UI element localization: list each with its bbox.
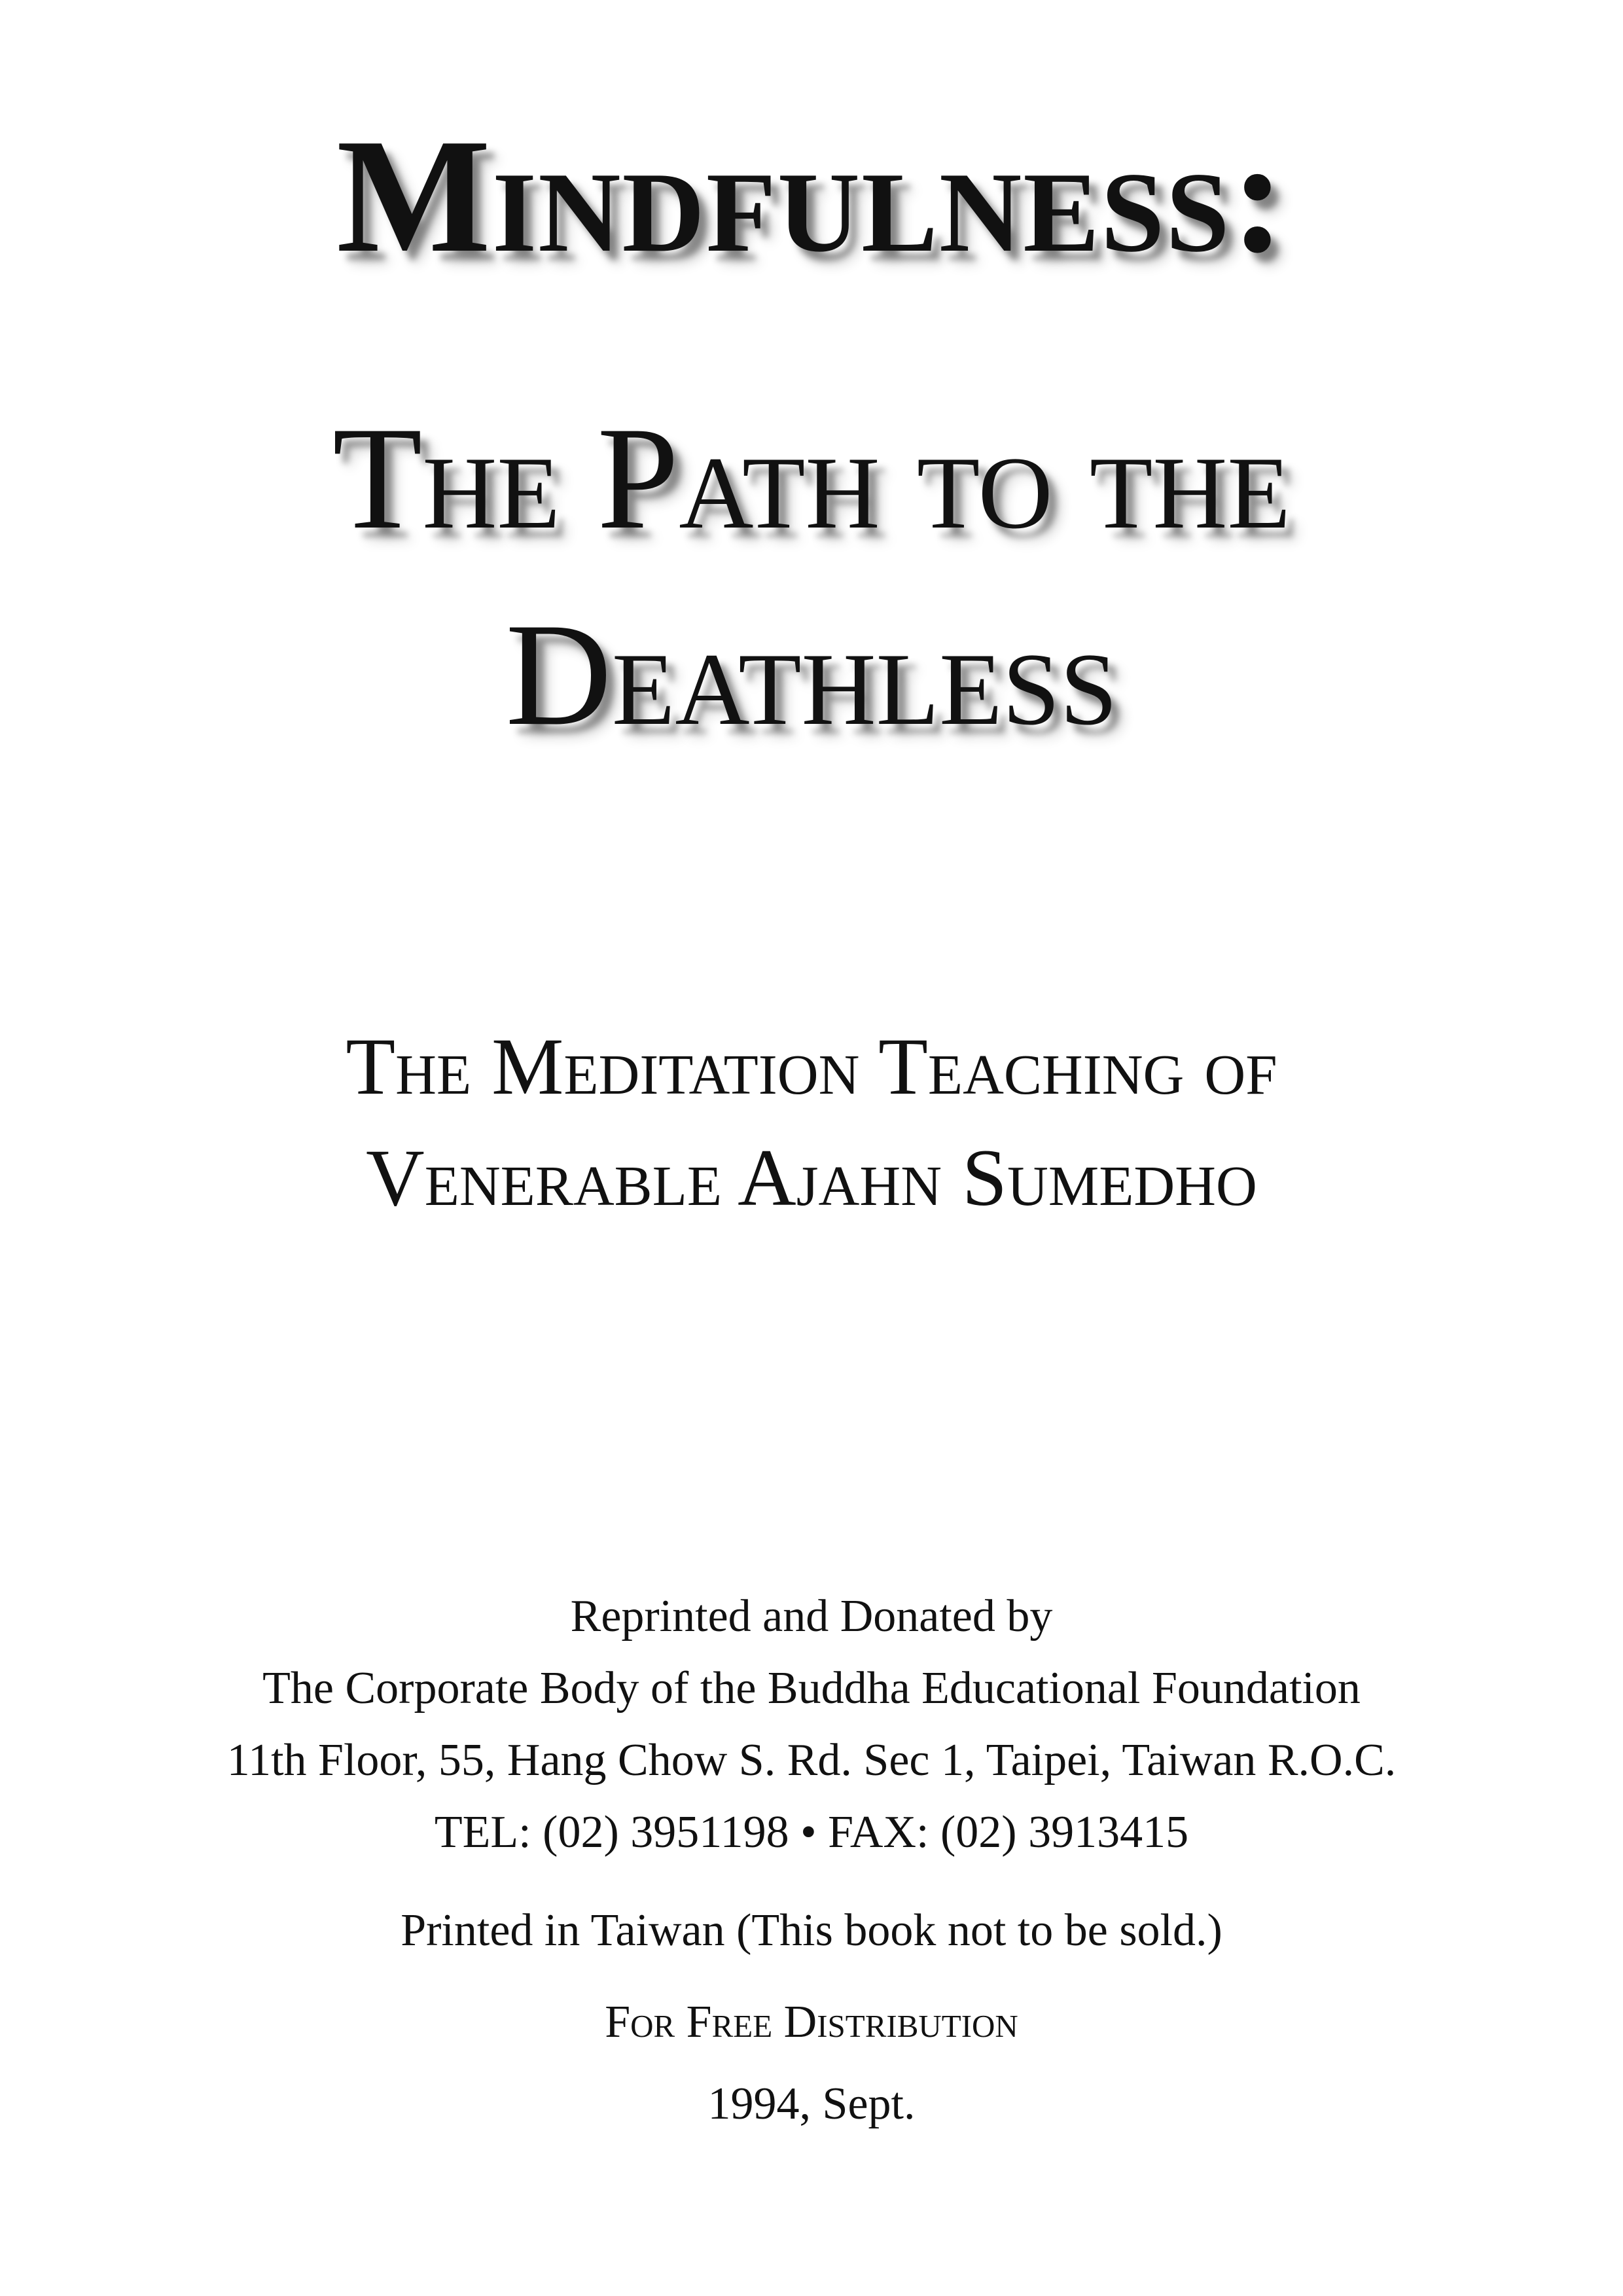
publisher-address: 11th Floor, 55, Hang Chow S. Rd. Sec 1, Taipei, Taiwan R.O.C. [226,1735,1397,1785]
reprinted-by-text: Reprinted and Donated by [570,1591,1053,1641]
distribution-note: For Free Distribution [605,1997,1018,2047]
publisher-contact: TEL: (02) 3951198 • FAX: (02) 3913415 [434,1807,1189,1857]
subtitle-line-2: Venerable Ajahn Sumedho [366,1133,1257,1223]
book-title-line-1: Mindfulness: [336,105,1287,287]
printed-note: Printed in Taiwan (This book not to be sold.) [401,1905,1222,1956]
publisher-organization: The Corporate Body of the Buddha Educational Foundation [262,1663,1361,1713]
book-title-line-2: The Path to the [332,396,1291,560]
publication-date: 1994, Sept. [707,2079,916,2129]
book-title-line-3: Deathless [505,592,1118,756]
subtitle-line-1: The Meditation Teaching of [346,1022,1277,1111]
